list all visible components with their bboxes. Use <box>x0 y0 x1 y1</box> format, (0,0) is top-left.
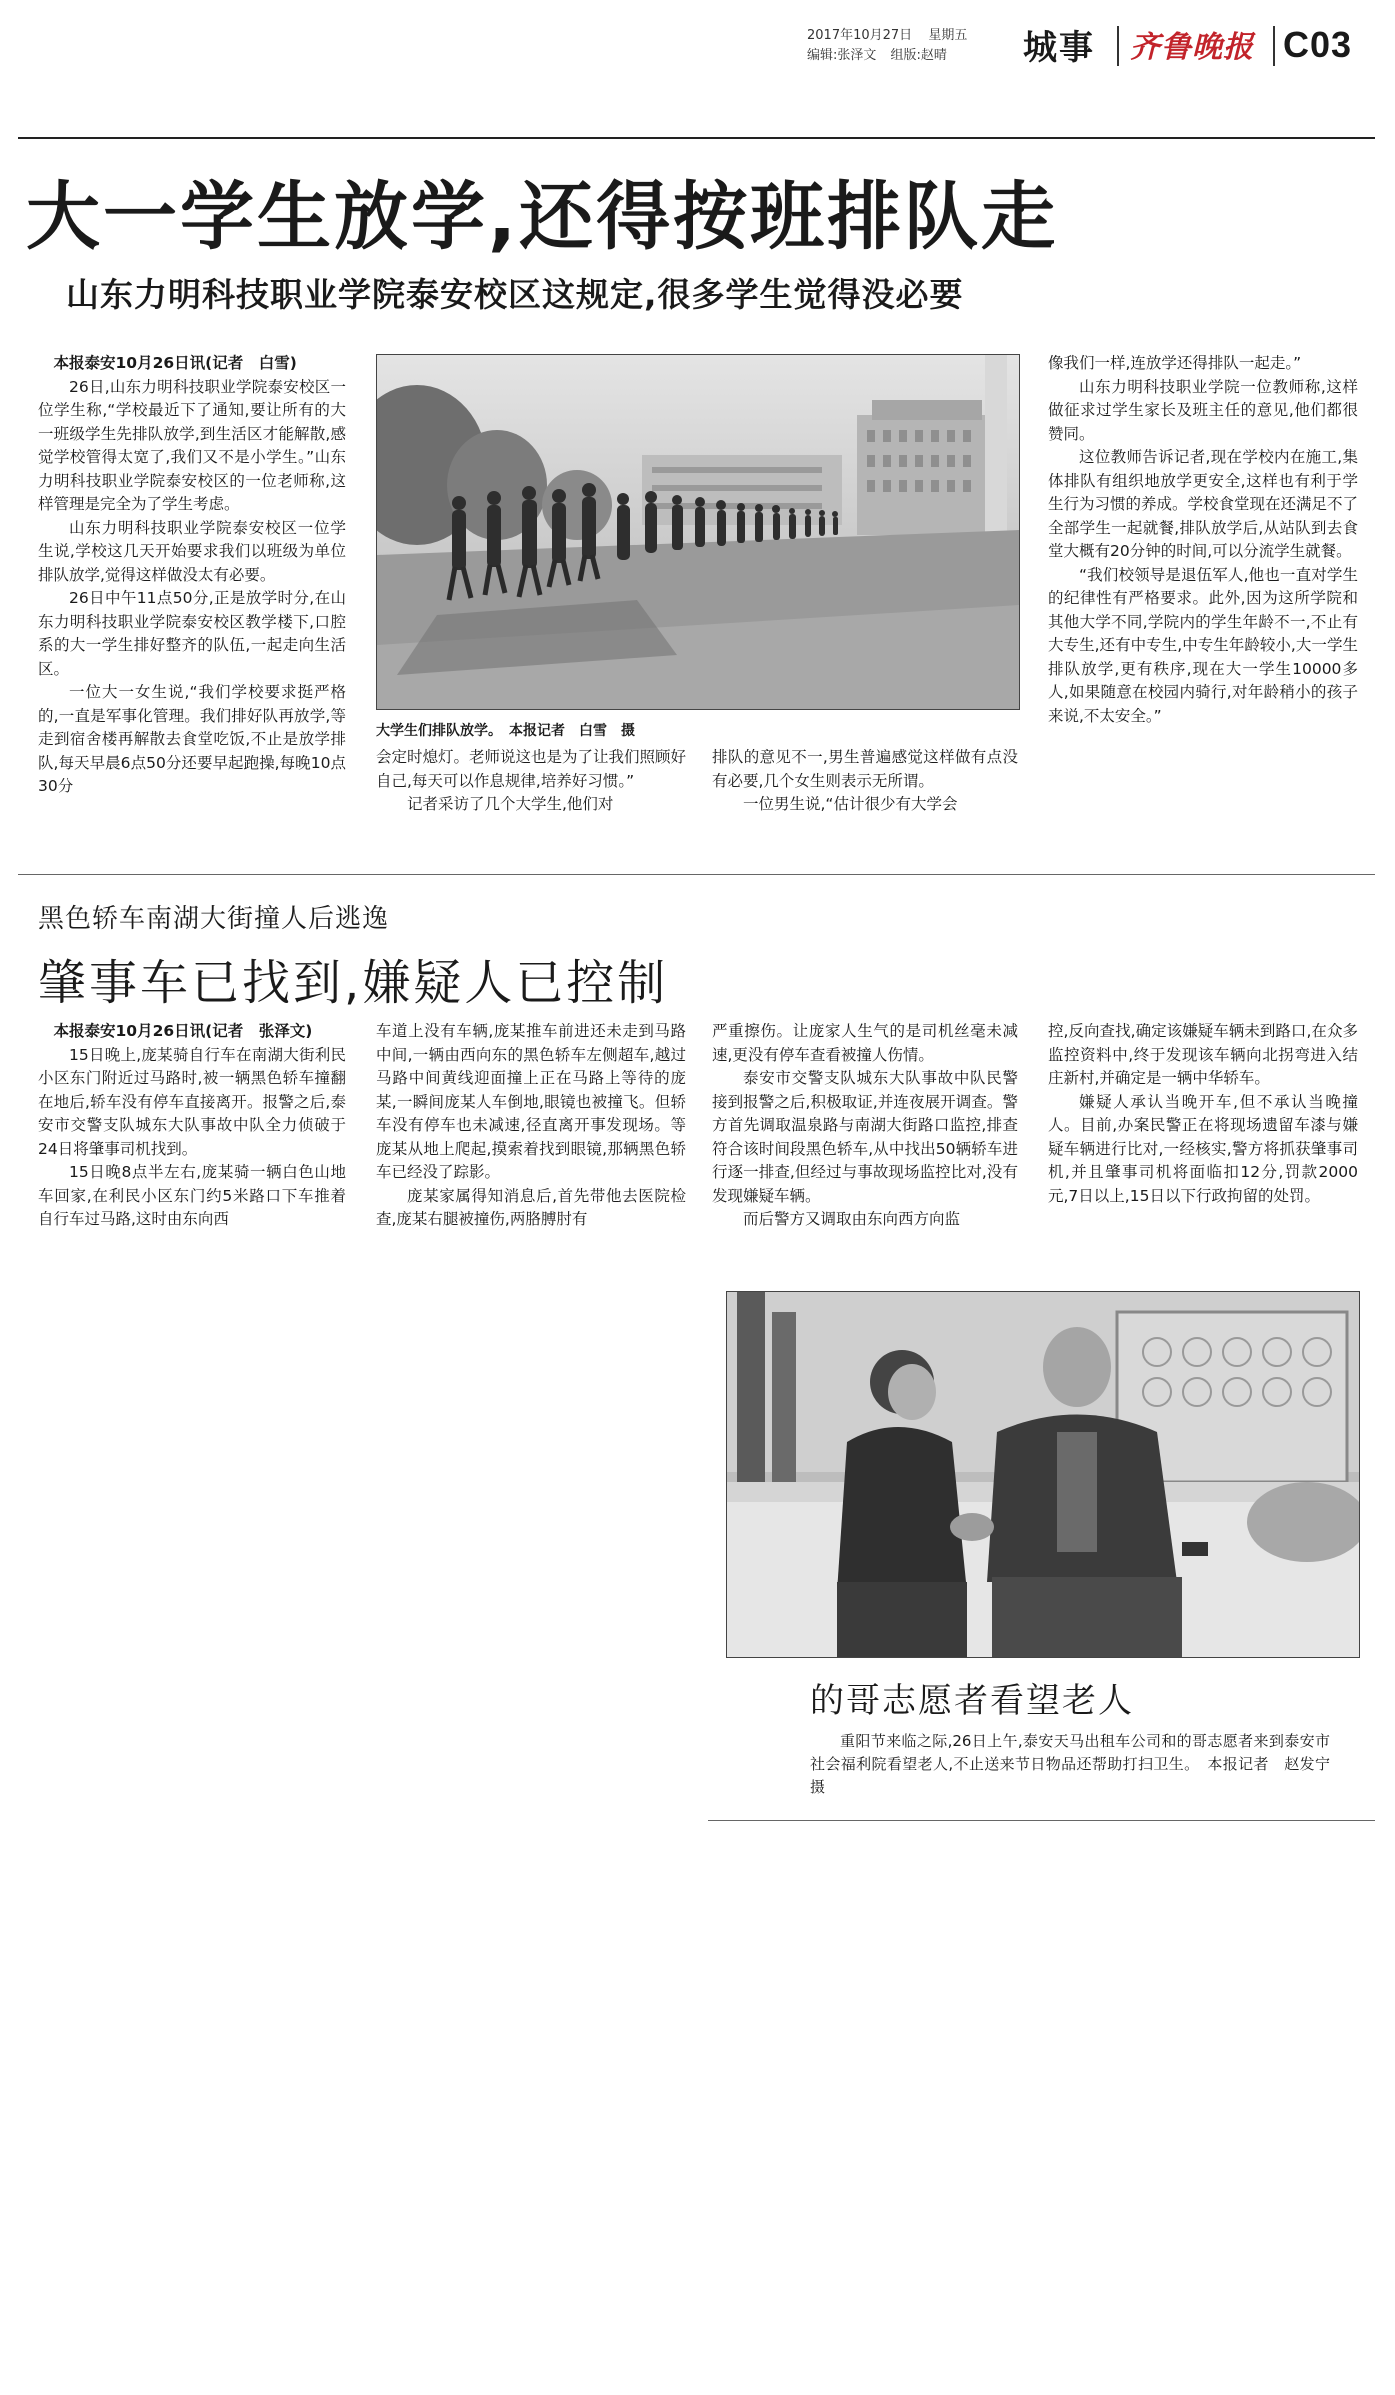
story2-paragraph: 泰安市交警支队城东大队事故中队民警接到报警之后,积极取证,并连夜展开调查。警方首先调取温泉路与南湖大街路口监控,排查符合该时间段黑色轿车,从中找出50辆轿车进行逐一排查,但经过与事故现场监控比对,没有发现嫌疑车辆。 <box>712 1069 1018 1205</box>
story2-column-1 <box>38 1020 346 1280</box>
paper-logo: 齐鲁晚报 <box>1130 30 1254 65</box>
story2-paragraph: 严重擦伤。让庞家人生气的是司机丝毫未减速,更没有停车查看被撞人伤情。 <box>712 1022 1018 1064</box>
story2-paragraph: 庞某家属得知消息后,首先带他去医院检查,庞某右腿被撞伤,两胳膊肘有 <box>376 1186 686 1228</box>
story2-paragraph: 15日晚上,庞某骑自行车在南湖大街利民小区东门附近过马路时,被一辆黑色轿车撞翻在地后,轿车没有停车直接离开。报警之后,泰安市交警支队城东大队事故中队全力侦破于24日将肇事司机找到。 <box>38 1045 346 1158</box>
story1-paragraph: 会定时熄灯。老师说这也是为了让我们照顾好自己,每天可以作息规律,培养好习惯。” <box>376 748 686 790</box>
students-walking-illustration <box>377 355 1019 709</box>
section-name: 城事 <box>1023 28 1095 68</box>
story1-paragraph: 像我们一样,连放学还得排队一起走。” <box>1048 354 1302 372</box>
story1-column-4 <box>1048 352 1358 842</box>
story1-paragraph: 26日,山东力明科技职业学院泰安校区一位学生称,“学校最近下了通知,要让所有的大一班级学生先排队放学,到生活区才能解散,感觉学校管得太宽了,我们又不是小学生。”山东力明科技职业学院泰安校区的一位老师称,这样管理是完全为了学生考虑。 <box>38 377 346 513</box>
story1-column-1 <box>38 352 346 840</box>
story1-paragraph: 一位大一女生说,“我们学校要求挺严格的,一直是军事化管理。我们排好队再放学,等走到宿舍楼再解散去食堂吃饭,不止是放学排队,每天早晨6点50分还要早起跑操,每晚10点30分 <box>38 683 346 795</box>
story1-paragraph: 这位教师告诉记者,现在学校内在施工,集体排队有组织地放学更安全,这样也有利于学生行为习惯的养成。学校食堂现在还满足不了全部学生一起就餐,排队放学后,从站队到去食堂大概有20分钟的时间,可以分流学生就餐。 <box>1048 448 1358 560</box>
story1-column-3 <box>712 746 1018 842</box>
story2-kicker: 黑色轿车南湖大街撞人后逃逸 <box>38 904 390 934</box>
issue-weekday: 星期五 <box>928 28 968 43</box>
story1-photo-caption: 大学生们排队放学。 本报记者 白雪 摄 <box>376 723 635 739</box>
story1-subhead: 山东力明科技职业学院泰安校区这规定,很多学生觉得没必要 <box>66 275 964 314</box>
volunteer-photo-title: 的哥志愿者看望老人 <box>810 1681 1134 1721</box>
story1-paragraph: 记者采访了几个大学生,他们对 <box>407 795 614 813</box>
story2-headline: 肇事车已找到,嫌疑人已控制 <box>38 955 669 1011</box>
volunteer-photo <box>726 1291 1360 1658</box>
story1-paragraph: 山东力明科技职业学院泰安校区一位学生说,学校这几天开始要求我们以班级为单位排队放学,觉得这样做没太有必要。 <box>38 518 346 584</box>
story2-paragraph: 车道上没有车辆,庞某推车前进还未走到马路中间,一辆由西向东的黑色轿车左侧超车,越过马路中间黄线迎面撞上正在马路上等待的庞某,一瞬间庞某人车倒地,眼镜也被撞飞。但轿车没有停车也未减速,径直离开事发现场。等庞某从地上爬起,摸索着找到眼镜,那辆黑色轿车已经没了踪影。 <box>376 1022 686 1181</box>
story1-paragraph: 山东力明科技职业学院一位教师称,这样做征求过学生家长及班主任的意见,他们都很赞同。 <box>1048 377 1358 443</box>
layout-credit: 组版:赵晴 <box>890 48 947 63</box>
story2-paragraph: 控,反向查找,确定该嫌疑车辆未到路口,在众多监控资料中,终于发现该车辆向北拐弯进入结庄新村,并确定是一辆中华轿车。 <box>1048 1022 1358 1087</box>
story1-photo <box>376 354 1020 710</box>
story2-paragraph: 而后警方又调取由东向西方向监 <box>743 1210 961 1228</box>
story1-headline: 大一学生放学,还得按班排队走 <box>26 174 1059 260</box>
issue-date-line <box>807 24 967 43</box>
volunteer-visit-illustration <box>727 1292 1359 1657</box>
story1-column-2 <box>376 746 686 842</box>
story2-paragraph: 15日晚8点半左右,庞某骑一辆白色山地车回家,在利民小区东门约5米路口下车推着自行车过马路,这时由东向西 <box>38 1163 346 1228</box>
masthead-divider <box>1117 26 1119 66</box>
story1-paragraph: “我们校领导是退伍军人,他也一直对学生的纪律性有严格要求。此外,因为这所学院和其他大学不同,学院内的学生年龄不一,不止有大专生,还有中专生,中专生年龄较小,大一学生排队放学,更有秩序,现在大一学生10000多人,如果随意在校园内骑行,对年龄稍小的孩子来说,不太安全。” <box>1048 565 1358 725</box>
photo-bottom-rule <box>708 1820 1375 1821</box>
story1-paragraph: 排队的意见不一,男生普遍感觉这样做有点没有必要,几个女生则表示无所谓。 <box>712 748 1018 790</box>
staff-line <box>807 44 947 63</box>
story-divider <box>18 874 1375 875</box>
story2-column-2 <box>376 1020 686 1280</box>
story1-paragraph: 一位男生说,“估计很少有大学会 <box>743 795 958 813</box>
story2-column-4 <box>1048 1020 1358 1280</box>
story2-paragraph: 嫌疑人承认当晚开车,但不承认当晚撞人。目前,办案民警正在将现场遗留车漆与嫌疑车辆进行比对,一经核实,警方将抓获肇事司机,并且肇事司机将面临扣12分,罚款2000元,7日以上,15日以下行政拘留的处罚。 <box>1048 1092 1358 1205</box>
editor-credit: 编辑:张泽文 <box>807 48 877 63</box>
masthead-divider <box>1273 26 1275 66</box>
story2-dateline: 本报泰安10月26日讯(记者 张泽文) <box>53 1022 313 1040</box>
story2-column-3 <box>712 1020 1018 1280</box>
story1-paragraph: 26日中午11点50分,正是放学时分,在山东力明科技职业学院泰安校区教学楼下,口腔系的大一学生排好整齐的队伍,一起走向生活区。 <box>38 589 346 678</box>
page-number: C03 <box>1283 24 1353 65</box>
story1-dateline: 本报泰安10月26日讯(记者 白雪) <box>53 354 297 372</box>
volunteer-photo-caption: 重阳节来临之际,26日上午,泰安天马出租车公司和的哥志愿者来到泰安市社会福利院看望老人,不止送来节日物品还帮助打扫卫生。 本报记者 赵发宁 摄 <box>810 1732 1346 1796</box>
issue-date: 2017年10月27日 <box>807 28 913 43</box>
masthead-rule <box>18 137 1375 139</box>
